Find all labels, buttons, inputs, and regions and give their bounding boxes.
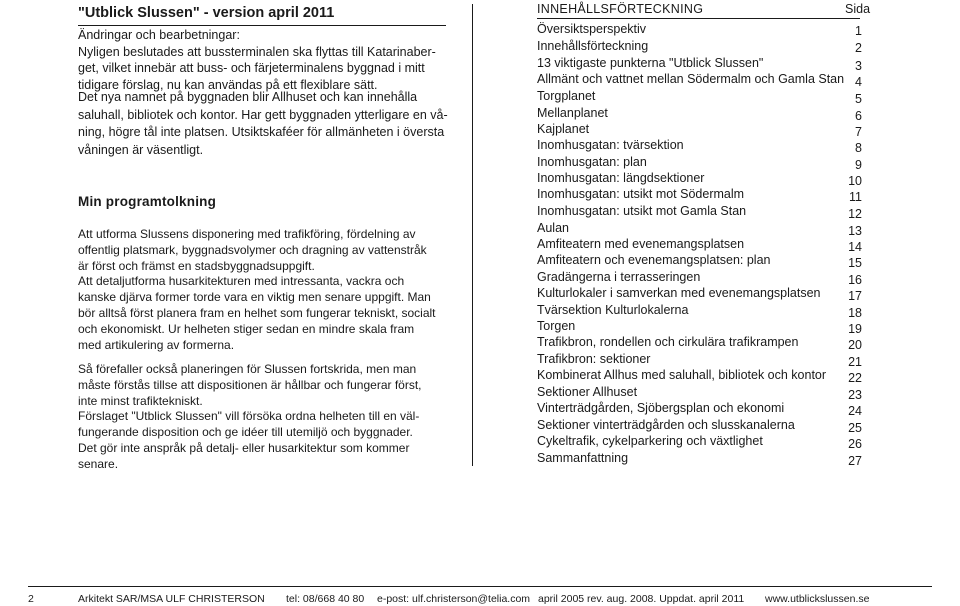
toc-item-label: Inomhusgatan: utsikt mot Gamla Stan xyxy=(537,204,747,218)
toc-item-label: Amfiteatern med evenemangsplatsen xyxy=(537,237,745,251)
toc-item[interactable] xyxy=(537,56,862,72)
toc-item-label: Sektioner vinterträdgården och slusskanalerna xyxy=(537,418,795,432)
toc-item-label: Sektioner Allhuset xyxy=(537,385,638,399)
text-line: Det nya namnet på byggnaden blir Allhuset och kan innehålla xyxy=(78,90,418,104)
text-line: offentlig platsmark, byggnadsvolymer och dragning av vattenstråk xyxy=(78,242,427,257)
toc-item[interactable] xyxy=(537,204,862,220)
toc-item-page: 6 xyxy=(855,109,862,123)
footer-website[interactable]: www.utblickslussen.se xyxy=(765,593,870,605)
toc-item-page: 1 xyxy=(855,24,862,38)
toc-item-page: 10 xyxy=(848,174,862,188)
column-divider xyxy=(472,4,473,466)
toc-item[interactable] xyxy=(537,335,862,351)
toc-item-label: Mellanplanet xyxy=(537,106,608,120)
toc-item[interactable] xyxy=(537,253,862,269)
text-line: ning, högre tål inte platsen. Utsiktskaféer för allmänheten i översta xyxy=(78,125,445,139)
text-line: fungerande disposition och ge idéer till utemiljö och byggnader. xyxy=(78,425,413,440)
toc-item-page: 27 xyxy=(848,454,862,468)
toc-item-label: Gradängerna i terrasseringen xyxy=(537,270,701,284)
footer-email: e-post: ulf.christerson@telia.com xyxy=(377,593,531,605)
text-line: Att detaljutforma husarkitekturen med intressanta, vackra och xyxy=(78,274,405,289)
footer-rule xyxy=(28,586,932,587)
toc-item-page: 20 xyxy=(848,338,862,352)
toc-item-page: 15 xyxy=(848,256,862,270)
text-line: Så förefaller också planeringen för Slussen fortskrida, men man xyxy=(78,362,417,376)
document-title: "Utblick Slussen" - version april 2011 xyxy=(78,5,335,21)
footer-dates: april 2005 rev. aug. 2008. Uppdat. april 2011 xyxy=(538,593,745,605)
toc-item[interactable] xyxy=(537,451,862,467)
toc-item-label: Innehållsförteckning xyxy=(537,39,649,53)
toc-item[interactable] xyxy=(537,368,862,384)
toc-item-label: Amfiteatern och evenemangsplatsen: plan xyxy=(537,253,771,267)
toc-item[interactable] xyxy=(537,434,862,450)
toc-item-label: Tvärsektion Kulturlokalerna xyxy=(537,303,689,317)
toc-item-page: 5 xyxy=(855,92,862,106)
toc-page-column-label: Sida xyxy=(845,2,871,16)
toc-item[interactable] xyxy=(537,303,862,319)
text-line: Förslaget "Utblick Slussen" vill försöka ordna helheten till en väl- xyxy=(78,409,420,424)
text-line: inte minst trafiktekniskt. xyxy=(78,393,203,408)
toc-item[interactable] xyxy=(537,72,862,88)
toc-item-label: Inomhusgatan: tvärsektion xyxy=(537,138,684,152)
toc-item-label: Aulan xyxy=(537,221,569,235)
text-line: senare. xyxy=(78,456,119,471)
toc-item[interactable] xyxy=(537,418,862,434)
toc-item-page: 12 xyxy=(848,207,862,221)
toc-item[interactable] xyxy=(537,286,862,302)
footer-page-number: 2 xyxy=(28,593,34,605)
toc-item-page: 21 xyxy=(848,355,862,369)
toc-item-label: 13 viktigaste punkterna "Utblick Slussen" xyxy=(537,56,764,70)
toc-item-label: Sammanfattning xyxy=(537,451,629,465)
text-line: kanske djärva former torde vara en viktig men senare uppgift. Man xyxy=(78,290,431,305)
toc-item-label: Trafikbron, rondellen och cirkulära trafikrampen xyxy=(537,335,799,349)
toc-item[interactable] xyxy=(537,221,862,237)
toc-item-page: 13 xyxy=(848,224,862,238)
text-line: är först och främst en stadsbyggnadsuppgift. xyxy=(78,258,315,273)
text-line: saluhall, bibliotek och kontor. Har gett byggnaden ytterligare en vå- xyxy=(78,107,448,122)
toc-item[interactable] xyxy=(537,401,862,417)
toc-item-page: 23 xyxy=(848,388,862,402)
toc-item-page: 3 xyxy=(855,59,862,73)
toc-item[interactable] xyxy=(537,122,862,138)
toc-underline xyxy=(537,18,860,19)
text-line: Nyligen beslutades att bussterminalen ska flyttas till Katarinaber- xyxy=(78,44,436,59)
section-heading-programtolkning: Min programtolkning xyxy=(78,194,217,209)
toc-item[interactable] xyxy=(537,155,862,171)
footer-author: Arkitekt SAR/MSA ULF CHRISTERSON xyxy=(78,593,265,605)
toc-item-page: 17 xyxy=(848,289,862,303)
toc-item-label: Trafikbron: sektioner xyxy=(537,352,651,366)
text-line: måste förstås tillse att dispositionen är hållbar och fungerar först, xyxy=(78,377,422,392)
text-line: Det gör inte anspråk på detalj- eller husarkitektur som kommer xyxy=(78,441,410,455)
toc-item-page: 24 xyxy=(848,404,862,418)
toc-heading: INNEHÅLLSFÖRTECKNING xyxy=(537,2,704,16)
toc-item-label: Allmänt och vattnet mellan Södermalm och Gamla Stan xyxy=(537,72,845,86)
text-line: med artikulering av formerna. xyxy=(78,337,235,352)
toc-item[interactable] xyxy=(537,22,862,38)
toc-item-page: 14 xyxy=(848,240,862,254)
toc-item[interactable] xyxy=(537,270,862,286)
toc-item-label: Cykeltrafik, cykelparkering och växtlighet xyxy=(537,434,763,448)
toc-item-page: 11 xyxy=(849,190,862,204)
footer-phone: tel: 08/668 40 80 xyxy=(286,593,365,605)
toc-item[interactable] xyxy=(537,171,862,187)
text-line: tidigare förslag, nu kan användas på ett flexiblare sätt. xyxy=(78,77,378,92)
toc-item-label: Översiktsperspektiv xyxy=(537,22,647,36)
toc-item-page: 8 xyxy=(855,141,862,155)
toc-item-label: Vinterträdgården, Sjöbergsplan och ekonomi xyxy=(537,401,785,415)
toc-item[interactable] xyxy=(537,319,862,335)
toc-item-page: 9 xyxy=(855,158,862,172)
toc-item-label: Kajplanet xyxy=(537,122,590,136)
toc-item[interactable] xyxy=(537,106,862,122)
toc-item-label: Inomhusgatan: plan xyxy=(537,155,647,169)
toc-item-page: 16 xyxy=(848,273,862,287)
toc-item-label: Inomhusgatan: längdsektioner xyxy=(537,171,705,185)
toc-item[interactable] xyxy=(537,352,862,368)
toc-item-page: 19 xyxy=(848,322,862,336)
toc-item-page: 22 xyxy=(848,371,862,385)
toc-item-label: Kulturlokaler i samverkan med evenemangsplatsen xyxy=(537,286,821,300)
toc-item-page: 2 xyxy=(855,41,862,55)
toc-item-page: 4 xyxy=(855,75,862,89)
toc-item-label: Inomhusgatan: utsikt mot Södermalm xyxy=(537,187,745,201)
toc-item-page: 18 xyxy=(848,306,862,320)
text-line: våningen är väsentligt. xyxy=(78,142,204,157)
title-underline xyxy=(78,25,446,26)
toc-item-page: 26 xyxy=(848,437,862,451)
toc-item-label: Torgplanet xyxy=(537,89,596,103)
toc-item-page: 7 xyxy=(855,125,862,139)
toc-item-label: Kombinerat Allhus med saluhall, bibliotek och kontor xyxy=(537,368,827,382)
text-line: bör alltså först planera fram en helhet som fungerar tekniskt, socialt xyxy=(78,306,436,320)
text-line: Ändringar och bearbetningar: xyxy=(78,28,240,42)
toc-item[interactable] xyxy=(537,89,862,105)
text-line: get, vilket innebär att buss- och färjeterminalens byggnad i mitt xyxy=(78,61,425,75)
toc-item-label: Torgen xyxy=(537,319,576,333)
toc-item[interactable] xyxy=(537,237,862,253)
toc-item[interactable] xyxy=(537,187,862,203)
text-line: och ekonomiskt. Ur helheten stiger sedan en mindre skala fram xyxy=(78,321,415,336)
text-line: Att utforma Slussens disponering med trafikföring, fördelning av xyxy=(78,227,416,241)
toc-item[interactable] xyxy=(537,385,862,401)
toc-item[interactable] xyxy=(537,39,862,55)
toc-item[interactable] xyxy=(537,138,862,154)
toc-item-page: 25 xyxy=(848,421,862,435)
